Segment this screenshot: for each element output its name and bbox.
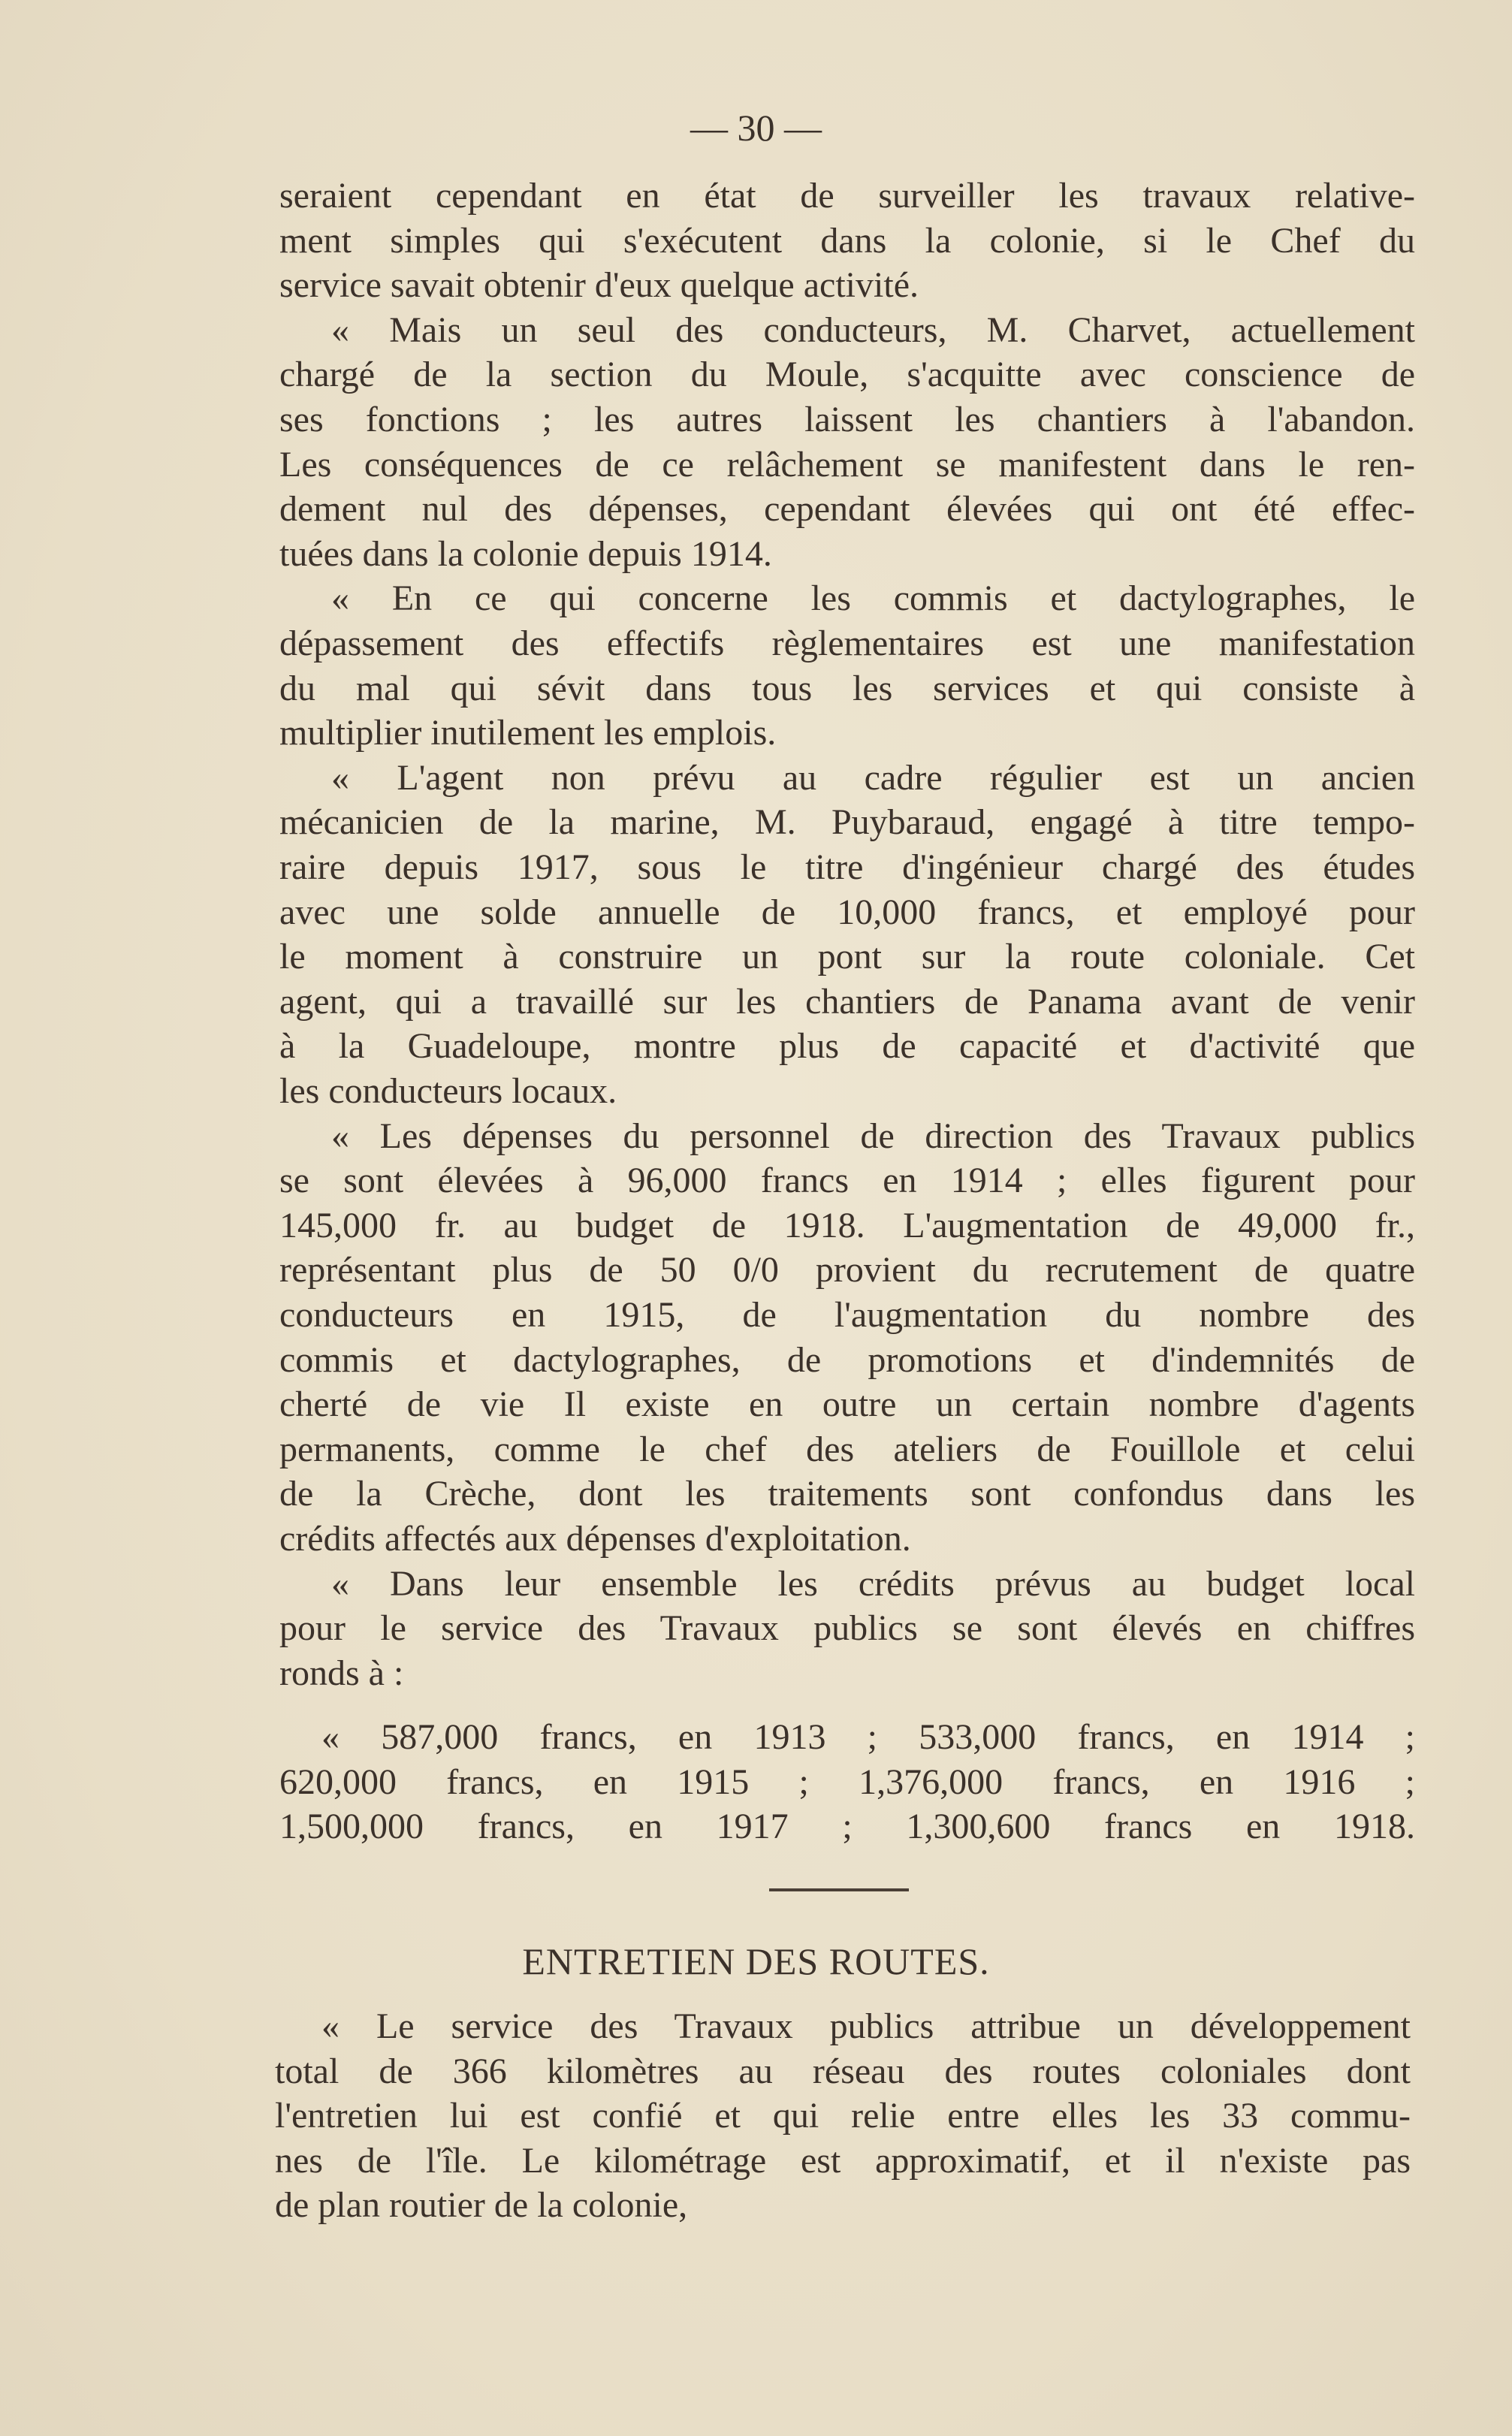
text-line: « Les dépenses du personnel de direction des Travaux publics [331, 1115, 1415, 1156]
text-line: l'entretien lui est confié et qui relie entre elles les 33 commu- [275, 2096, 1411, 2136]
text-line: pour le service des Travaux publics se sont élevés en chiffres [279, 1608, 1415, 1649]
text-line: multiplier inutilement les emplois. [279, 713, 777, 753]
text-line: conducteurs en 1915, de l'augmentation du nombre des [279, 1295, 1415, 1335]
text-line: 620,000 francs, en 1915 ; 1,376,000 francs, en 1916 ; [279, 1761, 1415, 1802]
text-line: chargé de la section du Moule, s'acquitte avec conscience de [279, 355, 1415, 395]
text-line: avec une solde annuelle de 10,000 francs, et employé pour [279, 892, 1415, 932]
text-line: « Dans leur ensemble les crédits prévus au budget local [331, 1563, 1415, 1604]
text-line: du mal qui sévit dans tous les services et qui consiste à [279, 668, 1415, 708]
text-line: mécanicien de la marine, M. Puybaraud, engagé à titre tempo- [279, 802, 1415, 843]
text-line: crédits affectés aux dépenses d'exploitation. [279, 1519, 911, 1559]
text-line: le moment à construire un pont sur la route coloniale. Cet [279, 937, 1415, 977]
text-line: ment simples qui s'exécutent dans la colonie, si le Chef du [279, 220, 1415, 261]
text-line: se sont élevées à 96,000 francs en 1914 ; elles figurent pour [279, 1161, 1415, 1201]
text-line: à la Guadeloupe, montre plus de capacité et d'activité que [279, 1026, 1415, 1067]
text-line: les conducteurs locaux. [279, 1071, 617, 1111]
text-line: représentant plus de 50 0/0 provient du recrutement de quatre [279, 1250, 1415, 1290]
text-line: 145,000 fr. au budget de 1918. L'augmentation de 49,000 fr., [279, 1205, 1415, 1245]
section-divider [769, 1888, 909, 1891]
text-line: seraient cependant en état de surveiller les travaux relative- [279, 176, 1415, 216]
text-line: ses fonctions ; les autres laissent les chantiers à l'abandon. [279, 400, 1415, 439]
text-line: cherté de vie Il existe en outre un certain nombre d'agents [279, 1384, 1415, 1425]
text-line: tuées dans la colonie depuis 1914. [279, 533, 772, 574]
text-line: service savait obtenir d'eux quelque activité. [279, 265, 919, 306]
text-line: « 587,000 francs, en 1913 ; 533,000 francs, en 1914 ; [321, 1717, 1415, 1757]
text-line: raire depuis 1917, sous le titre d'ingénieur chargé des études [279, 847, 1415, 887]
text-line: total de 366 kilomètres au réseau des routes coloniales dont [275, 2051, 1411, 2091]
text-line: « Mais un seul des conducteurs, M. Charvet, actuellement [331, 309, 1415, 350]
text-line: nes de l'île. Le kilométrage est approximatif, et il n'existe pas [275, 2140, 1411, 2181]
text-line: ronds à : [279, 1653, 404, 1693]
section-heading: ENTRETIEN DES ROUTES. [522, 1940, 990, 1982]
text-line: « En ce qui concerne les commis et dactylographes, le [331, 578, 1415, 619]
text-line: commis et dactylographes, de promotions et d'indemnités de [279, 1339, 1415, 1380]
text-line: permanents, comme le chef des ateliers de Fouillole et celui [279, 1429, 1415, 1469]
text-line: « L'agent non prévu au cadre régulier est un ancien [331, 757, 1415, 798]
text-line: de la Crèche, dont les traitements sont confondus dans les [279, 1474, 1415, 1514]
text-line: dement nul des dépenses, cependant élevées qui ont été effec- [279, 489, 1415, 530]
text-line: dépassement des effectifs règlementaires est une manifestation [279, 623, 1415, 663]
text-line: 1,500,000 francs, en 1917 ; 1,300,600 francs en 1918. [279, 1807, 1415, 1847]
text-line: agent, qui a travaillé sur les chantiers de Panama avant de venir [279, 981, 1415, 1022]
text-line: Les conséquences de ce relâchement se manifestent dans le ren- [279, 444, 1415, 484]
text-line: de plan routier de la colonie, [275, 2185, 688, 2226]
page-number: — 30 — [690, 107, 822, 149]
text-line: « Le service des Travaux publics attribue un développement [321, 2006, 1411, 2046]
